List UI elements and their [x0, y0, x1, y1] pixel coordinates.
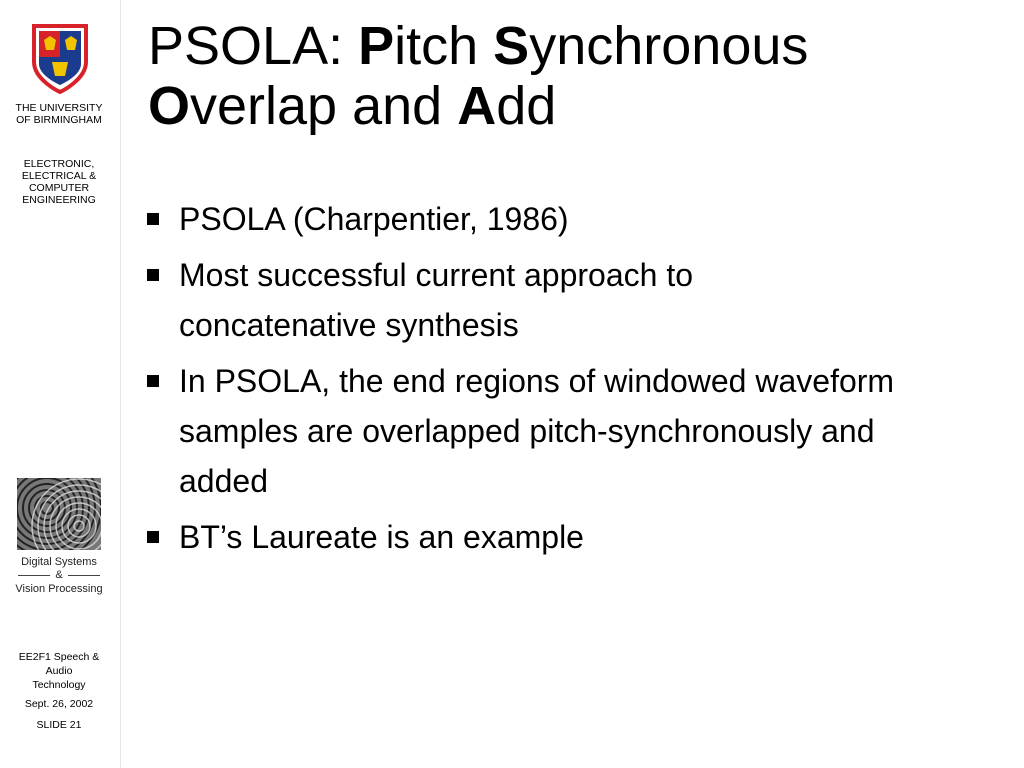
title-a-rest: dd — [496, 76, 557, 136]
bullet-item: In PSOLA, the end regions of windowed waveform samples are overlapped pitch-synchronously and added — [145, 356, 1005, 506]
bullet-item: Most successful current approach to concatenative synthesis — [145, 250, 1005, 350]
title-p-rest: itch — [394, 16, 494, 76]
square-bullet-icon — [147, 531, 159, 543]
title-s-letter: S — [493, 16, 530, 76]
slide-number: SLIDE 21 — [36, 719, 82, 731]
title-o-letter: O — [148, 76, 191, 136]
title-o-rest: verlap and — [190, 76, 458, 136]
university-name: THE UNIVERSITY OF BIRMINGHAM — [15, 102, 103, 126]
slide-date: Sept. 26, 2002 — [24, 698, 94, 710]
bullet-item: PSOLA (Charpentier, 1986) — [145, 194, 1005, 244]
ripple-texture-image — [17, 478, 101, 550]
bullet-list — [145, 194, 1005, 568]
group-name-amp: & — [55, 569, 63, 581]
square-bullet-icon — [147, 375, 159, 387]
square-bullet-icon — [147, 269, 159, 281]
university-crest-icon — [30, 22, 90, 94]
divider-right — [68, 575, 100, 576]
sidebar — [0, 0, 121, 768]
square-bullet-icon — [147, 213, 159, 225]
group-name-line2: Vision Processing — [15, 583, 103, 595]
group-name-line1: Digital Systems — [21, 556, 97, 568]
title-p-letter: P — [358, 16, 395, 76]
title-a-letter: A — [457, 76, 497, 136]
slide-title — [148, 16, 1008, 136]
bullet-item: BT’s Laureate is an example — [145, 512, 1005, 562]
title-prefix: PSOLA: — [148, 16, 359, 76]
course-name: EE2F1 Speech & Audio Technology — [18, 651, 100, 691]
title-s-rest: ynchronous — [529, 16, 809, 76]
department-name: ELECTRONIC, ELECTRICAL & COMPUTER ENGINEERING — [21, 158, 97, 206]
